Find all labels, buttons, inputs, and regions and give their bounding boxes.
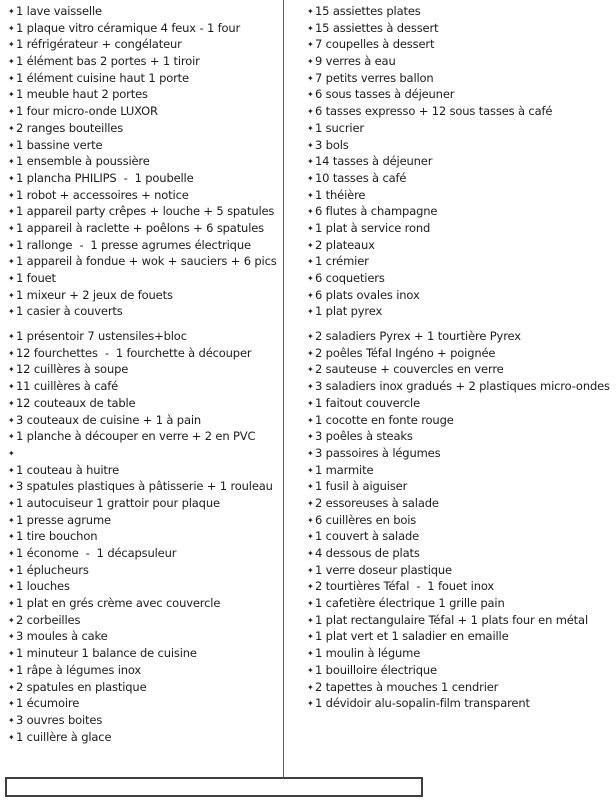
item-text: 1 four micro-onde LUXOR bbox=[16, 104, 158, 119]
list-item bbox=[8, 612, 282, 629]
list-item bbox=[307, 628, 615, 645]
list-item bbox=[8, 303, 282, 320]
bullet-icon: ✦ bbox=[8, 173, 15, 183]
list-item bbox=[307, 412, 615, 429]
bullet-icon: ✦ bbox=[8, 190, 15, 200]
bullet-icon: ✦ bbox=[8, 515, 15, 525]
list-item bbox=[8, 170, 282, 187]
item-text: 1 lave vaisselle bbox=[16, 4, 102, 18]
item-text: 7 petits verres ballon bbox=[315, 70, 434, 85]
item-text: 12 cuillères à soupe bbox=[16, 362, 129, 377]
bullet-icon: ✦ bbox=[307, 73, 314, 83]
bullet-icon: ✦ bbox=[307, 432, 314, 442]
bullet-icon: ✦ bbox=[8, 7, 15, 16]
item-text: 6 coquetiers bbox=[315, 271, 385, 285]
bullet-icon: ✦ bbox=[8, 682, 15, 692]
item-text: 2 spatules en plastique bbox=[16, 679, 147, 694]
bullet-icon: ✦ bbox=[8, 123, 15, 133]
list-item bbox=[307, 512, 615, 529]
list-item bbox=[307, 53, 615, 70]
bullet-icon: ✦ bbox=[8, 23, 15, 33]
item-text: 2 ranges bouteilles bbox=[16, 120, 124, 135]
bullet-icon: ✦ bbox=[8, 615, 15, 625]
item-text: 2 tourtières Téfal - 1 fouet inox bbox=[315, 579, 495, 594]
item-text: 7 coupelles à dessert bbox=[315, 37, 435, 52]
item-text: 1 appareil à raclette + poêlons + 6 spatules bbox=[16, 220, 265, 235]
bullet-icon: ✦ bbox=[307, 7, 314, 16]
list-item bbox=[307, 328, 615, 345]
item-text: 1 plaque vitro céramique 4 feux - 1 four bbox=[16, 20, 241, 35]
bullet-icon: ✦ bbox=[8, 223, 15, 233]
item-text: 1 réfrigérateur + congélateur bbox=[16, 37, 182, 52]
list-item bbox=[8, 512, 282, 529]
item-text: 1 théière bbox=[315, 187, 366, 202]
list-item bbox=[8, 36, 282, 53]
item-text: 6 sous tasses à déjeuner bbox=[315, 87, 455, 102]
bullet-icon: ✦ bbox=[307, 223, 314, 233]
list-item bbox=[8, 712, 282, 729]
item-text: 1 sucrier bbox=[315, 120, 364, 135]
bullet-icon: ✦ bbox=[8, 57, 15, 67]
item-text: 1 économe - 1 décapsuleur bbox=[16, 546, 177, 560]
item-text: 1 ensemble à poussière bbox=[16, 154, 150, 169]
list-item bbox=[307, 203, 615, 220]
list-item bbox=[8, 462, 282, 479]
bullet-icon: ✦ bbox=[8, 257, 15, 267]
bullet-icon: ✦ bbox=[8, 599, 15, 609]
item-text: 1 plancha PHILIPS - 1 poubelle bbox=[16, 170, 194, 185]
bullet-icon: ✦ bbox=[8, 73, 15, 83]
item-text: 1 planche à découper en verre + 2 en PVC bbox=[16, 429, 256, 444]
item-text: 1 louches bbox=[16, 579, 70, 594]
list-item bbox=[8, 578, 282, 595]
bullet-icon: ✦ bbox=[307, 23, 314, 33]
item-text: 1 bassine verte bbox=[16, 137, 103, 152]
bullet-icon: ✦ bbox=[307, 398, 314, 408]
right-column bbox=[307, 3, 615, 712]
item-text: 1 faitout couvercle bbox=[315, 395, 421, 410]
list-item bbox=[8, 53, 282, 70]
list-item bbox=[8, 395, 282, 412]
item-text: 1 appareil à fondue + wok + sauciers + 6 pics bbox=[16, 254, 277, 269]
item-text: 3 moules à cake bbox=[16, 629, 108, 644]
bullet-icon: ✦ bbox=[8, 549, 15, 558]
bullet-icon: ✦ bbox=[8, 157, 15, 167]
bullet-icon: ✦ bbox=[8, 498, 15, 508]
list-item bbox=[8, 70, 282, 87]
list-item bbox=[307, 86, 615, 103]
list-item bbox=[8, 495, 282, 512]
bullet-icon: ✦ bbox=[307, 190, 314, 200]
bullet-icon: ✦ bbox=[307, 482, 314, 492]
bullet-icon: ✦ bbox=[307, 515, 314, 525]
bullet-icon: ✦ bbox=[8, 532, 15, 542]
item-group bbox=[8, 328, 282, 745]
item-text: 1 plat à service rond bbox=[315, 220, 431, 235]
bullet-icon: ✦ bbox=[307, 57, 314, 67]
item-text: 1 plat pyrex bbox=[315, 304, 383, 319]
list-item bbox=[8, 545, 282, 562]
bullet-icon: ✦ bbox=[307, 365, 314, 375]
item-text: 3 saladiers inox gradués + 2 plastiques micro-ondes bbox=[315, 379, 610, 394]
list-item bbox=[8, 729, 282, 746]
list-item bbox=[307, 612, 615, 629]
item-text: 2 plateaux bbox=[315, 237, 375, 252]
item-text: 1 tire bouchon bbox=[16, 529, 98, 544]
bullet-icon: ✦ bbox=[8, 274, 15, 283]
list-item bbox=[8, 445, 282, 462]
item-text: 1 râpe à légumes inox bbox=[16, 662, 142, 677]
bullet-icon: ✦ bbox=[307, 582, 314, 592]
bullet-icon: ✦ bbox=[307, 665, 314, 675]
list-item bbox=[8, 562, 282, 579]
bullet-icon: ✦ bbox=[307, 40, 314, 50]
item-text: 10 tasses à café bbox=[315, 170, 407, 185]
item-text: 6 plats ovales inox bbox=[315, 287, 420, 302]
bullet-icon: ✦ bbox=[8, 465, 15, 475]
list-item bbox=[8, 478, 282, 495]
item-text: 9 verres à eau bbox=[315, 54, 396, 69]
bullet-icon: ✦ bbox=[307, 348, 314, 358]
bullet-icon: ✦ bbox=[307, 682, 314, 692]
list-item bbox=[8, 628, 282, 645]
item-text: 3 ouvres boites bbox=[16, 712, 103, 727]
bullet-icon: ✦ bbox=[8, 290, 15, 300]
left-column bbox=[8, 3, 282, 745]
item-text: 6 flutes à champagne bbox=[315, 204, 438, 219]
bullet-icon: ✦ bbox=[307, 274, 314, 283]
list-item bbox=[8, 662, 282, 679]
list-item bbox=[307, 378, 615, 395]
list-item bbox=[8, 595, 282, 612]
item-text: 12 fourchettes - 1 fourchette à découper bbox=[16, 345, 252, 360]
bullet-icon: ✦ bbox=[8, 90, 15, 100]
list-item bbox=[8, 203, 282, 220]
list-item bbox=[8, 153, 282, 170]
item-text: 2 corbeilles bbox=[16, 612, 81, 627]
bullet-icon: ✦ bbox=[307, 448, 314, 458]
item-text: 1 fouet bbox=[16, 271, 56, 285]
item-text: 3 couteaux de cuisine + 1 à pain bbox=[16, 412, 202, 427]
item-text: 6 cuillères en bois bbox=[315, 512, 417, 527]
list-item bbox=[8, 528, 282, 545]
bullet-icon: ✦ bbox=[307, 565, 314, 575]
list-item bbox=[8, 345, 282, 362]
bullet-icon: ✦ bbox=[8, 415, 15, 425]
list-item bbox=[307, 253, 615, 270]
column-divider-line bbox=[283, 0, 284, 777]
list-item bbox=[8, 20, 282, 37]
item-text: 3 bols bbox=[315, 137, 349, 152]
list-item bbox=[8, 412, 282, 429]
item-group bbox=[307, 3, 615, 320]
bullet-icon: ✦ bbox=[307, 649, 314, 659]
item-text: 2 saladiers Pyrex + 1 tourtière Pyrex bbox=[315, 329, 521, 344]
list-item bbox=[307, 70, 615, 87]
item-text: 1 bouilloire électrique bbox=[315, 662, 437, 677]
bullet-icon: ✦ bbox=[8, 207, 15, 217]
item-text: 1 appareil party crêpes + louche + 5 spatules bbox=[16, 204, 275, 219]
bullet-icon: ✦ bbox=[307, 207, 314, 217]
list-item bbox=[307, 428, 615, 445]
item-text: 2 poêles Téfal Ingéno + poignée bbox=[315, 345, 496, 360]
item-text: 1 autocuiseur 1 grattoir pour plaque bbox=[16, 495, 220, 510]
list-item bbox=[307, 545, 615, 562]
list-item bbox=[8, 361, 282, 378]
item-text: 3 passoires à légumes bbox=[315, 445, 441, 460]
bullet-icon: ✦ bbox=[8, 240, 15, 250]
item-text: 1 crémier bbox=[315, 254, 369, 269]
item-text: 1 écumoire bbox=[16, 696, 80, 711]
bullet-icon: ✦ bbox=[307, 290, 314, 300]
bullet-icon: ✦ bbox=[8, 382, 15, 392]
list-item bbox=[8, 253, 282, 270]
list-item bbox=[307, 345, 615, 362]
item-text: 6 tasses expresso + 12 sous tasses à café bbox=[315, 104, 553, 119]
item-text: 1 dévidoir alu-sopalin-film transparent bbox=[315, 696, 530, 711]
bullet-icon: ✦ bbox=[307, 240, 314, 250]
bullet-icon: ✦ bbox=[8, 715, 15, 725]
item-text: 1 plat en grés crème avec couvercle bbox=[16, 596, 221, 611]
list-item bbox=[307, 679, 615, 696]
list-item bbox=[8, 120, 282, 137]
list-item bbox=[307, 270, 615, 287]
list-item bbox=[8, 287, 282, 304]
bullet-icon: ✦ bbox=[8, 332, 15, 342]
list-item bbox=[307, 187, 615, 204]
bullet-icon: ✦ bbox=[307, 257, 314, 267]
list-item bbox=[307, 361, 615, 378]
list-item bbox=[8, 86, 282, 103]
bullet-icon: ✦ bbox=[307, 107, 314, 117]
bullet-icon: ✦ bbox=[307, 173, 314, 183]
list-item bbox=[307, 395, 615, 412]
list-item bbox=[8, 679, 282, 696]
list-item bbox=[307, 462, 615, 479]
item-text: 2 sauteuse + couvercles en verre bbox=[315, 362, 504, 377]
bullet-icon: ✦ bbox=[8, 582, 15, 592]
item-text: 3 poêles à steaks bbox=[315, 429, 413, 444]
bullet-icon: ✦ bbox=[307, 699, 314, 709]
item-text: 1 cafetière électrique 1 grille pain bbox=[315, 596, 505, 611]
bullet-icon: ✦ bbox=[8, 482, 15, 492]
bullet-icon: ✦ bbox=[307, 599, 314, 609]
item-group bbox=[307, 328, 615, 712]
list-item bbox=[307, 695, 615, 712]
item-text: 1 présentoir 7 ustensiles+bloc bbox=[16, 329, 187, 344]
item-text: 1 couteau à huitre bbox=[16, 462, 120, 477]
item-text: 1 élément cuisine haut 1 porte bbox=[16, 70, 189, 85]
list-item bbox=[8, 103, 282, 120]
bullet-icon: ✦ bbox=[307, 549, 314, 558]
bullet-icon: ✦ bbox=[8, 348, 15, 358]
list-item bbox=[307, 137, 615, 154]
bullet-icon: ✦ bbox=[8, 432, 15, 442]
list-item bbox=[8, 270, 282, 287]
list-item bbox=[307, 595, 615, 612]
item-text: 3 spatules plastiques à pâtisserie + 1 rouleau bbox=[16, 479, 273, 494]
bullet-icon: ✦ bbox=[307, 615, 314, 625]
list-item bbox=[8, 220, 282, 237]
list-item bbox=[307, 153, 615, 170]
list-item bbox=[307, 303, 615, 320]
bullet-icon: ✦ bbox=[307, 307, 314, 317]
list-item bbox=[307, 445, 615, 462]
list-item bbox=[307, 36, 615, 53]
bullet-icon: ✦ bbox=[307, 90, 314, 100]
item-text: 2 essoreuses à salade bbox=[315, 495, 439, 510]
bullet-icon: ✦ bbox=[8, 140, 15, 150]
item-text: 1 fusil à aiguiser bbox=[315, 479, 408, 494]
item-text: 1 cuillère à glace bbox=[16, 729, 112, 744]
list-item bbox=[8, 695, 282, 712]
item-text: 1 couvert à salade bbox=[315, 529, 420, 544]
item-text: 11 cuillères à café bbox=[16, 379, 119, 394]
item-text: 1 marmite bbox=[315, 462, 374, 477]
list-item bbox=[307, 495, 615, 512]
item-text: 1 élément bas 2 portes + 1 tiroir bbox=[16, 54, 200, 69]
bullet-icon: ✦ bbox=[307, 140, 314, 150]
bullet-icon: ✦ bbox=[307, 332, 314, 342]
item-text: 1 presse agrume bbox=[16, 512, 111, 527]
bullet-icon: ✦ bbox=[8, 40, 15, 50]
list-item bbox=[8, 237, 282, 254]
bullet-icon: ✦ bbox=[307, 632, 314, 642]
item-text: 1 éplucheurs bbox=[16, 562, 89, 577]
list-item bbox=[307, 103, 615, 120]
list-item bbox=[307, 562, 615, 579]
bullet-icon: ✦ bbox=[307, 123, 314, 133]
list-item bbox=[307, 3, 615, 20]
item-text: 1 verre doseur plastique bbox=[315, 562, 452, 577]
list-item bbox=[307, 287, 615, 304]
bullet-icon: ✦ bbox=[8, 699, 15, 709]
item-text: 1 minuteur 1 balance de cuisine bbox=[16, 646, 197, 661]
bullet-icon: ✦ bbox=[307, 415, 314, 425]
list-item bbox=[307, 220, 615, 237]
footer-box bbox=[5, 777, 423, 797]
item-text: 1 mixeur + 2 jeux de fouets bbox=[16, 287, 173, 302]
list-item bbox=[8, 187, 282, 204]
item-text: 1 casier à couverts bbox=[16, 304, 123, 319]
bullet-icon: ✦ bbox=[8, 649, 15, 659]
item-text: 4 dessous de plats bbox=[315, 546, 420, 560]
bullet-icon: ✦ bbox=[8, 565, 15, 575]
bullet-icon: ✦ bbox=[8, 448, 15, 458]
item-text: 1 plat vert et 1 saladier en emaille bbox=[315, 629, 509, 644]
list-item bbox=[307, 170, 615, 187]
list-item bbox=[8, 328, 282, 345]
list-item bbox=[8, 378, 282, 395]
bullet-icon: ✦ bbox=[8, 107, 15, 117]
list-item bbox=[307, 478, 615, 495]
item-text: 1 plat rectangulaire Téfal + 1 plats four en métal bbox=[315, 612, 588, 627]
item-text: 1 robot + accessoires + notice bbox=[16, 187, 189, 202]
bullet-icon: ✦ bbox=[307, 157, 314, 167]
bullet-icon: ✦ bbox=[8, 632, 15, 642]
item-text: 14 tasses à déjeuner bbox=[315, 154, 433, 169]
list-item bbox=[307, 662, 615, 679]
item-text: 1 cocotte en fonte rouge bbox=[315, 412, 454, 427]
list-item bbox=[307, 528, 615, 545]
list-item bbox=[8, 3, 282, 20]
list-item bbox=[8, 137, 282, 154]
item-text: 1 meuble haut 2 portes bbox=[16, 87, 148, 102]
item-text: 1 moulin à légume bbox=[315, 646, 421, 661]
bullet-icon: ✦ bbox=[8, 307, 15, 317]
item-text: 2 tapettes à mouches 1 cendrier bbox=[315, 679, 499, 694]
bullet-icon: ✦ bbox=[307, 465, 314, 475]
list-item bbox=[307, 20, 615, 37]
bullet-icon: ✦ bbox=[307, 498, 314, 508]
list-item bbox=[307, 237, 615, 254]
bullet-icon: ✦ bbox=[8, 365, 15, 375]
bullet-icon: ✦ bbox=[8, 398, 15, 408]
item-text: 15 assiettes plates bbox=[315, 4, 421, 18]
item-text: 15 assiettes à dessert bbox=[315, 20, 439, 35]
item-group bbox=[8, 3, 282, 320]
bullet-icon: ✦ bbox=[307, 532, 314, 542]
item-text: 1 rallonge - 1 presse agrumes électrique bbox=[16, 237, 251, 252]
list-item bbox=[307, 120, 615, 137]
list-item bbox=[307, 645, 615, 662]
bullet-icon: ✦ bbox=[307, 382, 314, 392]
list-item bbox=[8, 645, 282, 662]
item-text: 12 couteaux de table bbox=[16, 395, 136, 410]
bullet-icon: ✦ bbox=[8, 665, 15, 675]
list-item bbox=[8, 428, 282, 445]
list-item bbox=[307, 578, 615, 595]
bullet-icon: ✦ bbox=[8, 732, 15, 742]
